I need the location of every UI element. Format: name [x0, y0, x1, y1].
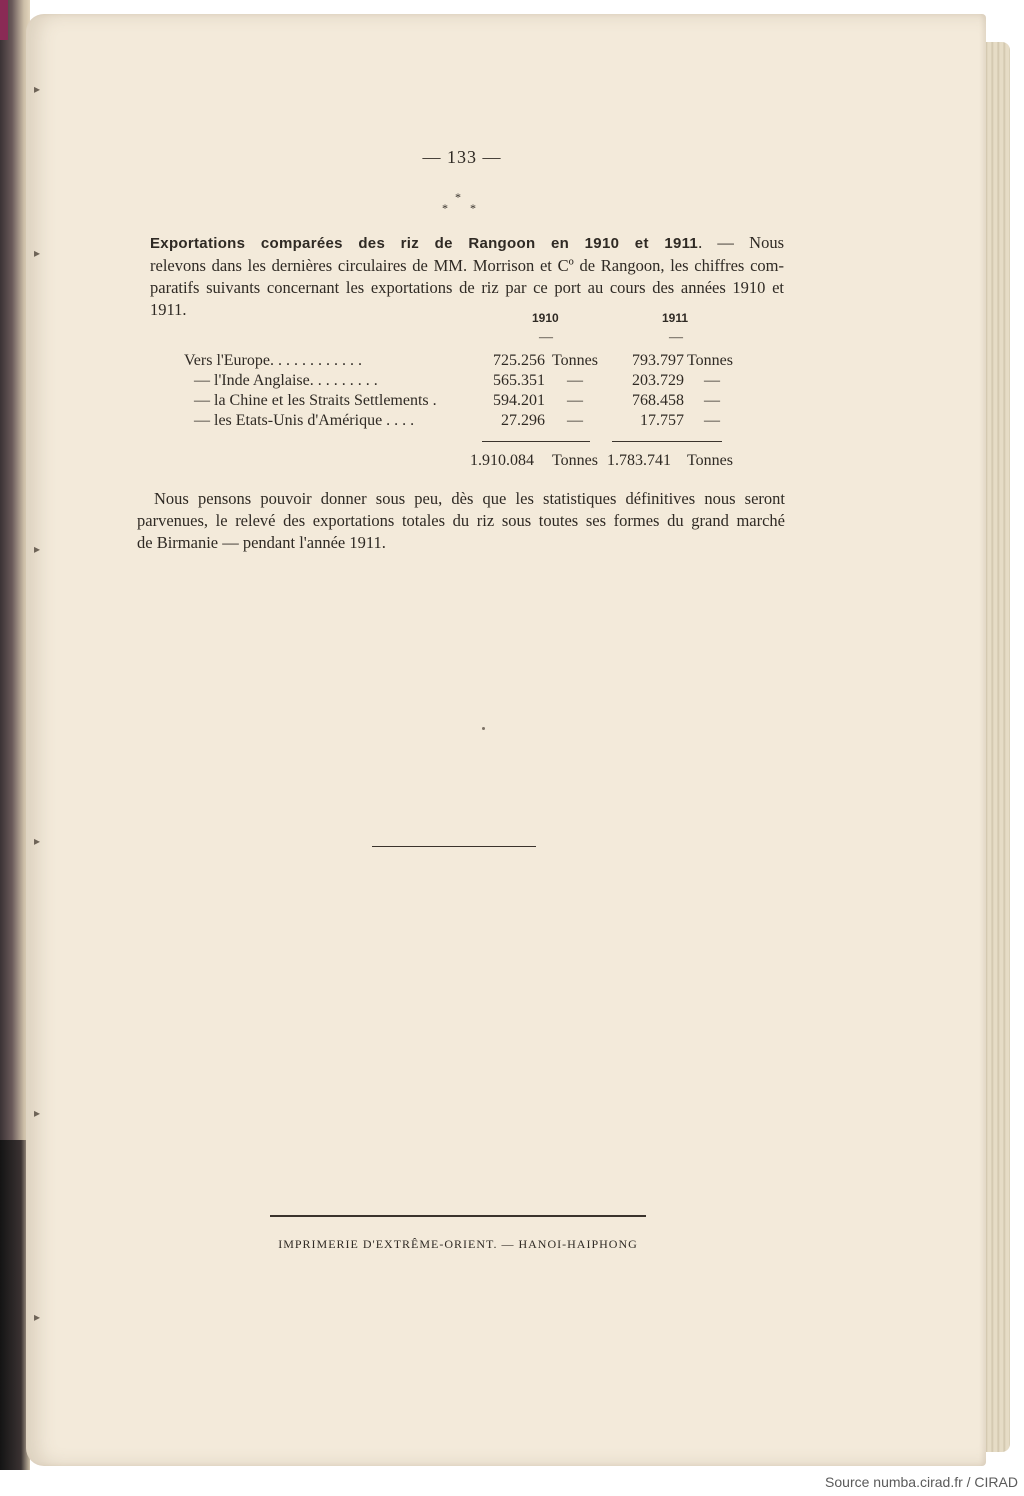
page-number: — 133 —	[422, 147, 502, 167]
closing-paragraph	[137, 488, 785, 554]
stray-mark	[482, 727, 485, 730]
intro-paragraph	[150, 232, 784, 321]
end-divider	[372, 846, 536, 847]
value-1911: 203.729	[632, 372, 684, 389]
column-dash: —	[539, 330, 553, 345]
ditto-mark: —	[567, 372, 583, 389]
section-heading: Exportations comparées des riz de Rangoon en 1910 et 1911	[150, 235, 699, 252]
value-1910: 27.296	[501, 412, 545, 429]
ditto-mark: —	[567, 412, 583, 429]
asterism	[436, 190, 486, 214]
paragraph-text: relevons dans les dernières circulaires de MM. Morrison et Cº de Rangoon, les chiffres com-	[150, 256, 784, 275]
paragraph-text: . — Nous	[698, 233, 785, 252]
value-1910: 725.256	[493, 352, 545, 369]
total-1910: 1.910.084	[470, 452, 534, 469]
unit-label: Tonnes	[687, 452, 733, 469]
value-1911: 768.458	[632, 392, 684, 409]
sum-rule	[612, 441, 722, 442]
unit-label: Tonnes	[687, 352, 733, 369]
total-1911: 1.783.741	[607, 452, 671, 469]
asterism-star: *	[470, 201, 476, 215]
row-label: — la Chine et les Straits Settlements .	[194, 392, 437, 409]
paragraph-text: paratifs suivants concernant les exportations de riz par ce port au cours des années 1910 et 1911.	[150, 278, 784, 319]
ditto-mark: —	[704, 412, 720, 429]
column-header-1910: 1910	[532, 311, 559, 325]
paragraph-text: de Birmanie — pendant l'année 1911.	[137, 533, 386, 552]
binding-ribbon	[0, 0, 8, 40]
unit-label: Tonnes	[552, 452, 598, 469]
ditto-mark: —	[567, 392, 583, 409]
binding-mark: ▸	[34, 82, 41, 96]
value-1910: 594.201	[493, 392, 545, 409]
binding-mark: ▸	[34, 542, 41, 556]
asterism-star: *	[455, 190, 461, 204]
row-label: — l'Inde Anglaise. . . . . . . . .	[194, 372, 378, 389]
binding-mark: ▸	[34, 246, 41, 260]
value-1910: 565.351	[493, 372, 545, 389]
source-credit: Source numba.cirad.fr / CIRAD	[825, 1474, 1018, 1490]
paragraph-text: parvenues, le relevé des exportations totales du riz sous toutes ses formes du grand marché	[137, 511, 785, 530]
row-label: — les Etats-Unis d'Amérique . . . .	[194, 412, 415, 429]
asterism-star: *	[442, 201, 448, 215]
binding-mark: ▸	[34, 1310, 41, 1324]
column-header-1911: 1911	[662, 311, 689, 325]
binding-mark: ▸	[34, 1106, 41, 1120]
value-1911: 17.757	[640, 412, 684, 429]
binding-mark: ▸	[34, 834, 41, 848]
value-1911: 793.797	[632, 352, 684, 369]
ditto-mark: —	[704, 392, 720, 409]
sum-rule	[482, 441, 590, 442]
row-label: Vers l'Europe. . . . . . . . . . . .	[184, 352, 362, 369]
imprint-rule	[270, 1215, 646, 1217]
ditto-mark: —	[704, 372, 720, 389]
paragraph-text: Nous pensons pouvoir donner sous peu, dès que les statistiques définitives nous seront	[154, 489, 785, 508]
unit-label: Tonnes	[552, 352, 598, 369]
column-dash: —	[669, 330, 683, 345]
printer-imprint: IMPRIMERIE D'EXTRÊME-ORIENT. — HANOI-HAIPHONG	[278, 1237, 638, 1251]
